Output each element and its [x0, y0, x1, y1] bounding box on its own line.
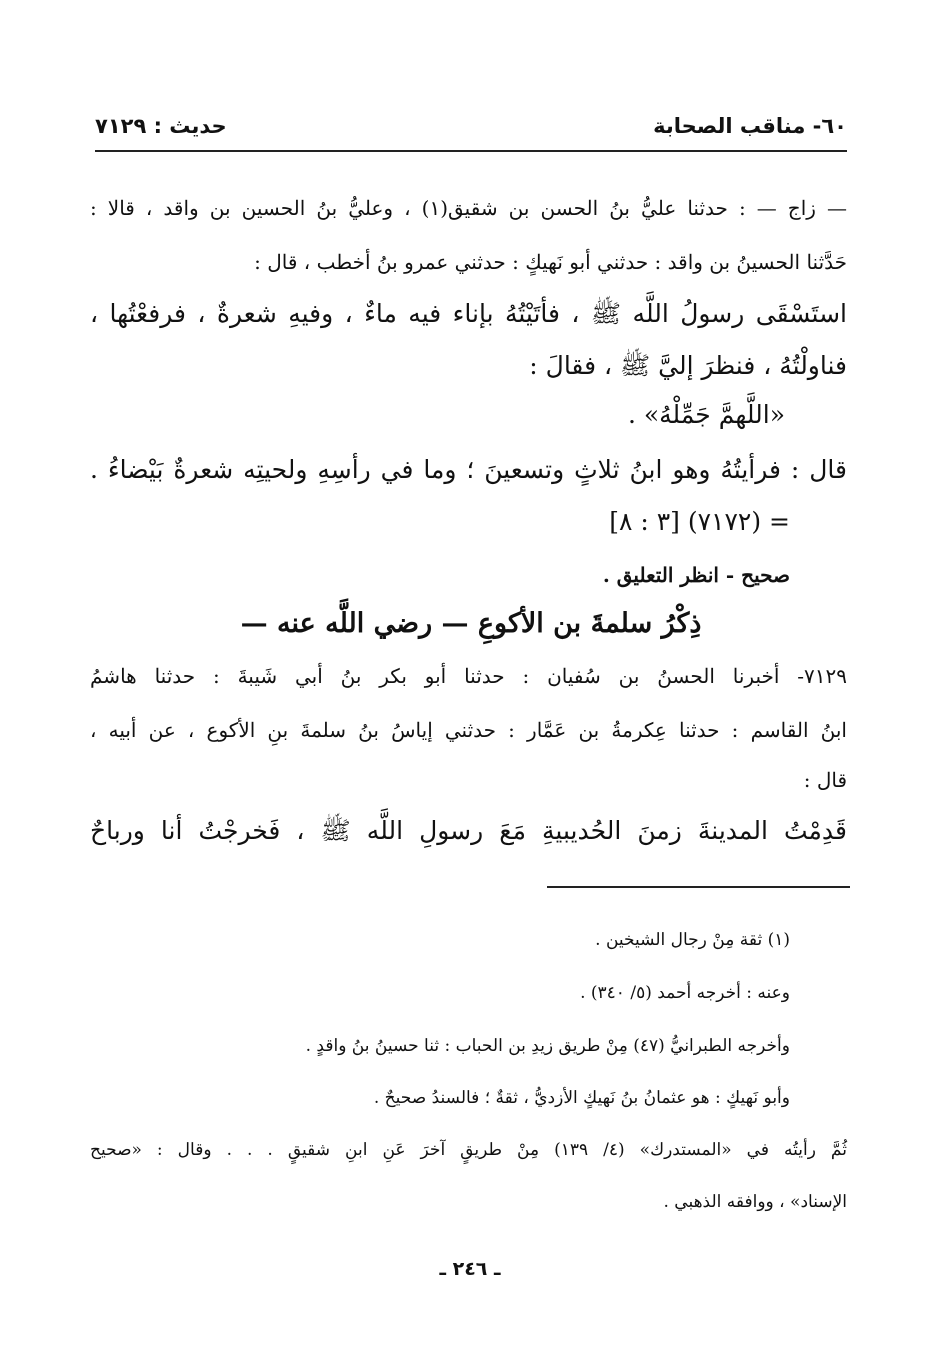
footnote: ثُمَّ رأيتُه في «المستدرك» (٤/ ١٣٩) مِنْ طريقٍ آخرَ عَنِ ابنِ شقيقٍ . . . وقال : «صحيح — [90, 1140, 847, 1160]
grading-note: صحيح - انظر التعليق . — [602, 563, 790, 587]
prophetic-supplication: «اللَّهمَّ جَمِّلْهُ» . — [627, 400, 785, 429]
hadith-line: ابنُ القاسم : حدثنا عِكرمةُ بن عَمَّار : حدثني إياسُ بنُ سلمةَ بنِ الأكوع ، عن أبيه ، — [90, 718, 847, 742]
cross-reference: = (٧١٧٢) [٣ : ٨] — [609, 507, 790, 536]
text-line: حَدَّثنا الحسينُ بن واقد : حدثني أبو نَهيكٍ : حدثني عمرو بنُ أخطب ، قال : — [254, 250, 847, 274]
footnote-divider — [547, 886, 850, 888]
text-line: استَسْقَى رسولُ اللَّه ﷺ ، فأتَيْتُهُ بإناء فيه ماءٌ ، وفيهِ شعرةٌ ، فرفعْتُها ، — [90, 299, 847, 328]
footnote: وعنه : أخرجه أحمد (٥/ ٣٤٠) . — [580, 983, 790, 1003]
header-divider — [95, 150, 847, 152]
text-line: قال : فرأيتُهُ وهو ابنُ ثلاثٍ وتسعينَ ؛ وما في رأسِهِ ولحيتِه شعرةٌ بَيْضاءُ . — [90, 455, 847, 484]
text-line: — زاج — : حدثنا عليُّ بنُ الحسن بن شقيق(١) ، وعليُّ بنُ الحسين بن واقد ، قالا : — [90, 196, 847, 220]
hadith-line: ٧١٢٩- أخبرنا الحسنُ بن سُفيان : حدثنا أبو بكر بنُ أبي شَيبةَ : حدثنا هاشمُ — [90, 664, 847, 688]
hadith-line: قال : — [803, 768, 847, 792]
chapter-title: ٦٠- مناقب الصحابة — [653, 114, 847, 138]
page-header — [95, 110, 847, 146]
hadith-reference: حديث : ٧١٢٩ — [95, 114, 227, 138]
footnote: وأبو نَهيكٍ : هو عثمانُ بنُ نَهيكٍ الأزديُّ ، ثقةٌ ؛ فالسندُ صحيحٌ . — [373, 1088, 790, 1108]
page-number: ـ ٢٤٦ ـ — [439, 1258, 501, 1280]
footnote: وأخرجه الطبرانيُّ (٤٧) مِنْ طريق زيدِ بن الحباب : ثنا حسينُ بنُ واقدٍ . — [305, 1036, 790, 1056]
text-line: فناولْتُهُ ، فنظرَ إليَّ ﷺ ، فقالَ : — [529, 351, 847, 380]
section-title: ذِكْرُ سلمةَ بن الأكوعِ — رضي اللَّه عنه — — [240, 608, 702, 639]
hadith-line: قَدِمْتُ المدينةَ زمنَ الحُديبيةِ مَعَ رسولِ اللَّه ﷺ ، فَخرجْتُ أنا ورباحٌ — [90, 816, 847, 845]
footnote: الإسناد» ، ووافقه الذهبي . — [663, 1192, 847, 1212]
footnote: (١) ثقة مِنْ رجال الشيخين . — [595, 930, 790, 950]
